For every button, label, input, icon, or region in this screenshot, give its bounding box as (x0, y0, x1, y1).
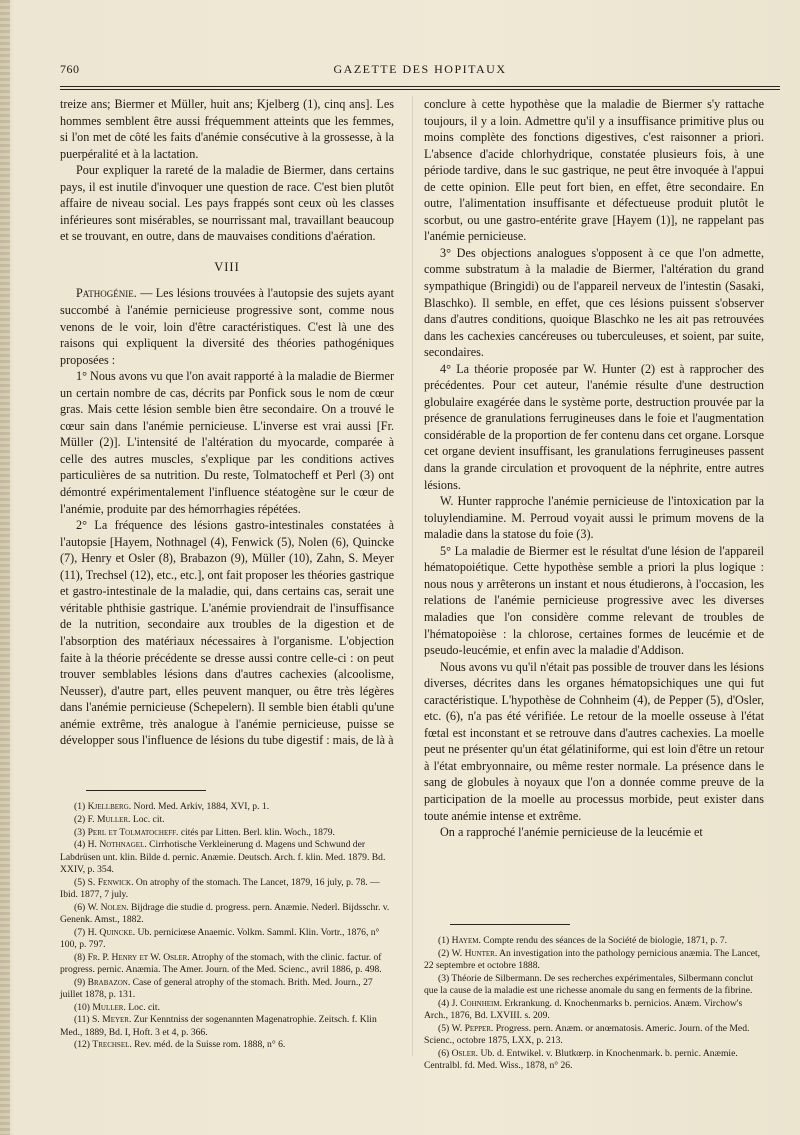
footnote (60, 801, 394, 813)
footnote (60, 902, 394, 926)
binding-edge (0, 0, 10, 1135)
footnote-text: . cités par Litten. Berl. klin. Woch., 1879. (176, 826, 335, 838)
footnote-text: . Ub. d. Entwikel. v. Blutkœrp. in Knochenmark. b. pernic. Anæmie. Centralbl. fd. Med. Wiss., 1878, n° 26. (424, 1047, 738, 1071)
footnote-author: S. Meyer (92, 1014, 129, 1026)
footnote-number: (9) (74, 976, 88, 988)
footnote-number: (4) (74, 839, 88, 851)
pathogenie-text: — Les lésions trouvées à l'autopsie des sujets ayant succombé à l'anémie pernicieuse progressive sont, comme nous venons de le voir, loin d'être caractéristiques. C'est là une des raisons qui expliquent la diversité des théories pathogéniques proposées : (60, 286, 394, 367)
footnote-author: Hayem (451, 935, 479, 946)
left-paragraph-4: 1° Nous avons vu que l'on avait rapporté à la maladie de Biermer un certain nombre de cas, décrits par Ponfick sous le nom de cœur gras. Mais cette lésion semble bien être secondaire. On a trouvé le cœur sain dans l'anémie pernicieuse. L'inverse est vrai aussi [Fr. Müller (2)]. L'intensité de l'altération du myocarde, comparée à celle des autres muscles, s'explique par les conditions actives particulières de sa nutrition. Du reste, Tolmatocheff et Perl (3) ont démontré expérimentalement l'influence stéatogène sur le cœur de l'anémie, produite par des hémorrhagies répétées. (60, 369, 394, 516)
header-rule-bottom (60, 89, 780, 90)
left-column (60, 96, 394, 749)
left-paragraph-1: treize ans; Biermer et Müller, huit ans; Kjelberg (1), cinq ans]. Les hommes semblent être aussi fréquemment atteints que les femmes, si l'on met de côté les faits d'anémie consécutive à la grossesse, à la puerpéralité et à la lactation. (60, 97, 394, 161)
right-paragraph-7: On a rapproché l'anémie pernicieuse de la leucémie et (440, 825, 703, 840)
footnote-number: (2) (74, 813, 88, 825)
page-header (60, 62, 780, 82)
footnote-text: . Case of general atrophy of the stomach. Brith. Med. Journ., 27 juillet 1878, p. 131. (60, 976, 373, 1000)
footnote (424, 948, 764, 972)
left-paragraph-3 (60, 285, 394, 368)
footnote-text: Théorie de Silbermann. De ses recherches expérimentales, Silbermann conclut que la cause de la maladie est une richesse anomale du sang en ferments de la fibrine. (424, 972, 753, 996)
footnote (60, 877, 394, 901)
footnote-number: (6) (74, 901, 88, 913)
footnote-text: . On atrophy of the stomach. The Lancet, 1879, 16 july, p. 78. — Ibid. 1877, 7 july. (60, 876, 380, 900)
footnote-author: Muller (92, 1001, 124, 1013)
right-paragraph-5: 5° La maladie de Biermer est le résultat d'une lésion de l'appareil hématopoiétique. Cette hypothèse semble a priori la plus logique : nous nous y arrêterons un instant et nous étudierons, à l'occasion, les relations de l'anémie pernicieuse progressive avec les diverses maladies que l'on considère comme relevant de troubles de l'hématopoièse : la chlorose, certaines formes de leucémie et de pseudo-leucémie, et enfin avec la maladie d'Addison. (424, 543, 764, 658)
footnote-text: . An investigation into the pathology pernicious anæmia. The Lancet, 22 septembre et octobre 1888. (424, 947, 761, 971)
left-footnotes (60, 776, 394, 1052)
footnote-number: (1) (74, 801, 88, 812)
journal-title: GAZETTE DES HOPITAUX (333, 62, 507, 76)
footnote-number: (11) (74, 1014, 93, 1026)
footnote (424, 1048, 764, 1072)
footnote-text: . Nord. Med. Arkiv, 1884, XVI, p. 1. (128, 801, 270, 812)
footnote (424, 998, 764, 1022)
footnote (424, 1023, 764, 1047)
header-rule-top (60, 86, 780, 87)
footnote (60, 1014, 394, 1038)
footnote-text: . Atrophy of the stomach, with the clinic. factur. of progress. pernic. Anæmia. The Amer. Journ. of the Med. Scienc., avril 1886, p. 498. (60, 951, 382, 975)
right-column (424, 96, 764, 841)
footnote-number: (1) (438, 935, 452, 946)
left-paragraph-2: Pour expliquer la rareté de la maladie de Biermer, dans certains pays, il est inutile d'invoquer une question de race. C'est bien plutôt affaire de niveau social. Les pays frappés sont ceux où les classes inférieures sont misérables, se nourrissant mal, travaillant beaucoup et se trouvant, en outre, dans de mauvaises conditions d'aération. (60, 163, 394, 244)
footnote-author: Trechsel (92, 1039, 130, 1051)
footnote-number: (3) (438, 972, 452, 984)
footnote (60, 1002, 394, 1014)
footnote-author: Perl et Tolmatocheff (87, 826, 177, 838)
footnote (60, 952, 394, 976)
right-footnotes-list (424, 935, 764, 1072)
footnote-text: . Erkrankung. d. Knochenmarks b. pernicios. Anæm. Virchow's Arch., 1876, Bd. LXVIII. s. 209. (424, 997, 743, 1021)
right-footnotes-rule (450, 924, 570, 925)
footnote-author: W. Pepper (451, 1022, 491, 1034)
footnote-text: . Bijdrage die studie d. progress. pern. Anæmie. Nederl. Bijdsschr. v. Genenk. Amst., 1882. (60, 901, 390, 925)
right-footnotes (424, 910, 764, 1073)
right-paragraph-1: conclure à cette hypothèse que la maladie de Biermer s'y rattache toujours, il y a loin. Admettre qu'il y a insuffisance primitive plus ou moins complète des fonctions digestives, c'est raisonner a priori. L'absence d'acide chlorhydrique, constatée plusieurs fois, à une période tardive, dans le suc gastrique, ne peut être invoquée à l'appui de cette opinion. Elle peut fort bien, en effet, être secondaire. En outre, l'alimentation insuffisante et défectueuse produit plutôt le scorbut, ou une gastro-entérite grave [Hayem (1)], ne rappelant pas l'anémie pernicieuse. (424, 97, 764, 244)
right-paragraph-6: Nous avons vu qu'il n'était pas possible de trouver dans les lésions diverses, décrites dans les organes hématopsichiques une qui fut caractéristique. L'hypothèse de Cohnheim (4), de Pepper (5), d'Osler, etc. (6), n'a pas été vérifiée. Le retour de la moelle osseuse à l'état fœtal est inconstant et se retrouve dans d'autres cachexies. La moelle peut ne présenter qu'un état gélatiniforme, qui est loin d'être un retour à l'état embryonnaire, ou même rester normale. La présence dans le sang de globules à noyaux que l'on a donnée comme preuve de la participation de la moelle au processus morbide, peut exister dans toute anémie intense et extrême. (424, 659, 764, 823)
footnote-number: (7) (74, 926, 88, 938)
footnote-author: S. Fenwick (87, 876, 132, 888)
footnote-number: (2) (438, 947, 452, 959)
footnote-number: (10) (74, 1001, 93, 1013)
footnote-author: Osler (451, 1047, 476, 1059)
footnote-number: (12) (74, 1039, 93, 1051)
footnote-number: (5) (438, 1022, 452, 1034)
footnote (60, 927, 394, 951)
footnote-author: Fr. P. Henry et W. Osler (87, 951, 188, 963)
footnote-text: . Cirrhotische Verkleinerung d. Magens und Schwund der Labdrüsen unt. klin. Bilde d. pernic. Anæmie. Deutsch. Arch. f. klin. Med. 1879. Bd. XXIV, p. 354. (60, 839, 386, 875)
footnote (424, 973, 764, 997)
footnote-text: . Ub. perniciœse Anaemic. Volkm. Samml. Klin. Vortr., 1876, n° 100, p. 797. (60, 926, 380, 950)
footnote-number: (4) (438, 997, 452, 1009)
footnote-author: W. Nolen (87, 901, 127, 913)
footnote (424, 935, 764, 947)
footnote-number: (6) (438, 1047, 452, 1059)
column-gutter (412, 96, 413, 1056)
right-paragraph-3: 4° La théorie proposée par W. Hunter (2) est à rapprocher des précédentes. Pour cet auteur, l'anémie résulte d'une destruction globulaire exagérée dans le système porte, destruction prouvée par la présence de granulations ferrugineuses dans le foie et l'augmentation considérable de la proportion de fer contenu dans cet organe. Lorsque cet organe devient insuffisant, les granulations ferrugineuses passent dans la grande circulation et provoquent de la néphrite, entre autres lésions. (424, 361, 764, 492)
pathogenie-lead: Pathogénie. (76, 286, 137, 301)
footnote-text: . Compte rendu des séances de la Société de biologie, 1871, p. 7. (478, 935, 728, 946)
left-footnotes-list (60, 801, 394, 1052)
footnote-text: . Loc. cit. (123, 1001, 160, 1013)
footnote-author: Kjellberg (87, 801, 129, 812)
footnote-number: (5) (74, 876, 88, 888)
footnote-number: (3) (74, 826, 88, 838)
footnote-author: W. Hunter (451, 947, 495, 959)
footnote-author: H. Quincke (87, 926, 133, 938)
section-heading: VIII (214, 259, 240, 274)
footnote-text: . Loc. cit. (128, 813, 165, 825)
footnote-author: H. Nothnagel (87, 839, 145, 851)
footnote-number: (8) (74, 951, 88, 963)
right-paragraph-4: W. Hunter rapproche l'anémie pernicieuse de l'intoxication par la toluylendiamine. M. Perroud voyait aussi le primum movens de la maladie dans la statose du foie (3). (424, 494, 764, 542)
footnote-author: Brabazon (87, 976, 128, 988)
footnote-text: . Progress. pern. Anæm. or anœmatosis. Americ. Journ. of the Med. Scienc., octobre 1875, LXX, p. 213. (424, 1022, 750, 1046)
footnote-text: . Rev. méd. de la Suisse rom. 1888, n° 6. (129, 1039, 286, 1051)
footnote (60, 1039, 394, 1051)
footnote (60, 839, 394, 876)
footnote-author: F. Muller (87, 813, 129, 825)
footnote (60, 827, 394, 839)
page-number: 760 (60, 62, 80, 76)
right-paragraph-2: 3° Des objections analogues s'opposent à ce que l'on admette, comme substratum à la maladie de Biermer, l'altération du grand sympathique (Bringidi) ou de l'appareil nerveux de l'intestin (Sasaki, Blaschko). Il semble, en effet, que ces lésions puissent s'observer dans d'autres conditions, quoique Blaschko ne les ait pas retrouvées dans les cachexies cancéreuses ou tuberculeuses, et soient, par suite, secondaires. (424, 245, 764, 360)
footnote-author: J. Cohnheim (451, 997, 500, 1009)
footnote (60, 977, 394, 1001)
footnote-text: . Zur Kenntniss der sogenannten Magenatrophie. Zeitsch. f. Klin Med., 1889, Bd. I, Hoft. 3 et 4, p. 366. (60, 1014, 377, 1038)
left-footnotes-rule (86, 790, 206, 791)
left-paragraph-5: 2° La fréquence des lésions gastro-intestinales constatées à l'autopsie [Hayem, Nothnagel (4), Fenwick (5), Nolen (6), Quincke (7), Henry et Osler (8), Brabazon (9), Müller (10), Zahn, S. Meyer (11), Trechsel (12), etc., etc.], ont fait proposer les théories gastrique et gastro-intestinale de la maladie, qui, dans certains cas, serait une véritable phthisie gastrique. L'anémie proviendrait de l'insuffisance de la nutrition, secondaire aux troubles de la digestion et de l'absorption des matériaux nécessaires à l'organisme. L'objection faite à la théorie précédente se dresse aussi contre celle-ci : on peut trouver semblables lésions dans d'autres cachexies (alcoolisme, Neusser), d'autre part, elles peuvent manquer, ou être très légères dans l'anémie pernicieuse (Schepelern). Il semble bien établi qu'une anémie extrême, très analogue à l'anémie pernicieuse, puisse se développer sous l'influence de lésions du tube digestif : mais, de là à (60, 518, 394, 748)
footnote (60, 814, 394, 826)
